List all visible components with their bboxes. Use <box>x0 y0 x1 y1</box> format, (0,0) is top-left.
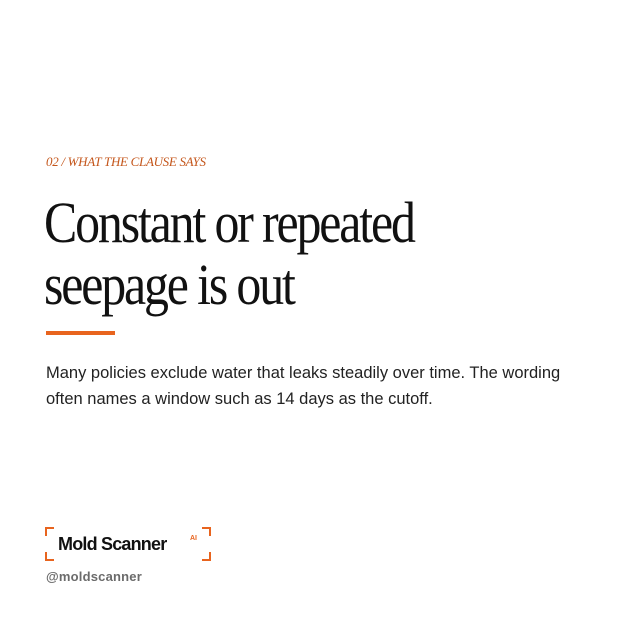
brand-superscript: AI <box>190 535 197 542</box>
section-eyebrow: 02 / WHAT THE CLAUSE SAYS <box>46 154 206 169</box>
brand-logo <box>45 527 211 561</box>
logo-corner-top-right <box>202 527 211 536</box>
headline: Constant or repeated seepage is out <box>44 190 414 317</box>
logo-corner-top-left <box>45 527 54 536</box>
brand-name: Mold Scanner <box>58 534 167 554</box>
logo-corner-bottom-left <box>45 552 54 561</box>
body-text: Many policies exclude water that leaks steadily over time. The wording often names a window such as 14 days as the cutoff. <box>46 364 561 408</box>
logo-corner-bottom-right <box>202 552 211 561</box>
accent-divider <box>46 331 115 335</box>
social-handle: @moldscanner <box>46 569 142 584</box>
